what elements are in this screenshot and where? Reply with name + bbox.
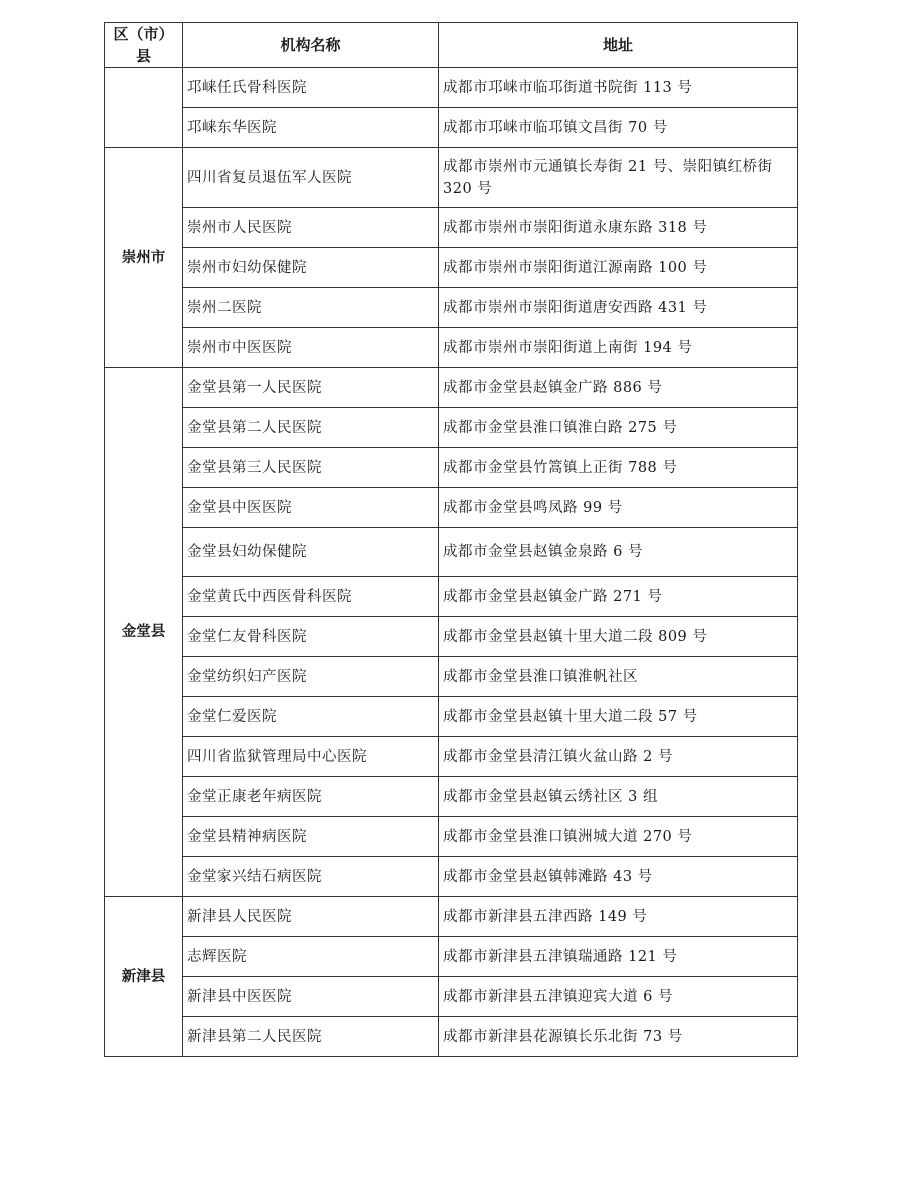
table-row	[105, 368, 798, 408]
address-cell: 成都市新津县花源镇长乐北街 73 号	[439, 1017, 798, 1057]
address-cell: 成都市金堂县鸣凤路 99 号	[439, 488, 798, 528]
address-cell: 成都市金堂县淮口镇淮帆社区	[439, 657, 798, 697]
institution-name-cell: 四川省复员退伍军人医院	[183, 148, 439, 208]
table-row	[105, 937, 798, 977]
table-row	[105, 488, 798, 528]
table-row	[105, 208, 798, 248]
institution-name-cell: 金堂正康老年病医院	[183, 777, 439, 817]
table-body	[105, 68, 798, 1057]
institution-name-cell: 新津县第二人民医院	[183, 1017, 439, 1057]
institution-name-cell: 邛崃东华医院	[183, 108, 439, 148]
table-row	[105, 897, 798, 937]
address-cell: 成都市金堂县赵镇金广路 271 号	[439, 577, 798, 617]
table-row	[105, 857, 798, 897]
address-cell: 成都市金堂县赵镇金广路 886 号	[439, 368, 798, 408]
institution-name-cell: 金堂县妇幼保健院	[183, 528, 439, 577]
address-cell: 成都市金堂县清江镇火盆山路 2 号	[439, 737, 798, 777]
table-row	[105, 68, 798, 108]
table-row	[105, 328, 798, 368]
address-cell: 成都市金堂县赵镇云绣社区 3 组	[439, 777, 798, 817]
region-cell	[105, 68, 183, 148]
region-cell: 新津县	[105, 897, 183, 1057]
institution-name-cell: 崇州二医院	[183, 288, 439, 328]
institution-name-cell: 金堂县精神病医院	[183, 817, 439, 857]
table-row	[105, 288, 798, 328]
address-cell: 成都市崇州市崇阳街道上南街 194 号	[439, 328, 798, 368]
header-name: 机构名称	[183, 23, 439, 68]
institution-name-cell: 金堂黄氏中西医骨科医院	[183, 577, 439, 617]
address-cell: 成都市崇州市崇阳街道永康东路 318 号	[439, 208, 798, 248]
table-row	[105, 737, 798, 777]
table-row	[105, 817, 798, 857]
table-row	[105, 248, 798, 288]
address-cell: 成都市邛崃市临邛街道书院街 113 号	[439, 68, 798, 108]
table-row	[105, 1017, 798, 1057]
table-row	[105, 448, 798, 488]
table-row	[105, 657, 798, 697]
hospital-table	[104, 22, 798, 1057]
institution-name-cell: 金堂纺织妇产医院	[183, 657, 439, 697]
table-row	[105, 148, 798, 208]
table-row	[105, 977, 798, 1017]
address-cell: 成都市金堂县赵镇十里大道二段 809 号	[439, 617, 798, 657]
institution-name-cell: 邛崃任氏骨科医院	[183, 68, 439, 108]
address-cell: 成都市新津县五津镇瑞通路 121 号	[439, 937, 798, 977]
address-cell: 成都市金堂县赵镇十里大道二段 57 号	[439, 697, 798, 737]
institution-name-cell: 金堂仁爱医院	[183, 697, 439, 737]
address-cell: 成都市崇州市崇阳街道江源南路 100 号	[439, 248, 798, 288]
institution-name-cell: 新津县中医医院	[183, 977, 439, 1017]
table-row	[105, 528, 798, 577]
institution-name-cell: 金堂县第二人民医院	[183, 408, 439, 448]
address-cell: 成都市金堂县竹篙镇上正街 788 号	[439, 448, 798, 488]
institution-name-cell: 金堂仁友骨科医院	[183, 617, 439, 657]
institution-name-cell: 崇州市人民医院	[183, 208, 439, 248]
header-region: 区（市）县	[105, 23, 183, 68]
institution-name-cell: 四川省监狱管理局中心医院	[183, 737, 439, 777]
institution-name-cell: 崇州市妇幼保健院	[183, 248, 439, 288]
table-row	[105, 777, 798, 817]
institution-name-cell: 金堂县第三人民医院	[183, 448, 439, 488]
address-cell: 成都市金堂县赵镇金泉路 6 号	[439, 528, 798, 577]
table-row	[105, 617, 798, 657]
table-row	[105, 697, 798, 737]
address-cell: 成都市新津县五津西路 149 号	[439, 897, 798, 937]
address-cell: 成都市崇州市元通镇长寿街 21 号、崇阳镇红桥街 320 号	[439, 148, 798, 208]
institution-name-cell: 崇州市中医医院	[183, 328, 439, 368]
institution-name-cell: 金堂县中医医院	[183, 488, 439, 528]
address-cell: 成都市邛崃市临邛镇文昌街 70 号	[439, 108, 798, 148]
header-row	[105, 23, 798, 68]
region-cell: 金堂县	[105, 368, 183, 897]
table-row	[105, 408, 798, 448]
table-row	[105, 577, 798, 617]
region-cell: 崇州市	[105, 148, 183, 368]
institution-name-cell: 金堂家兴结石病医院	[183, 857, 439, 897]
institution-name-cell: 志辉医院	[183, 937, 439, 977]
address-cell: 成都市金堂县赵镇韩滩路 43 号	[439, 857, 798, 897]
table-row	[105, 108, 798, 148]
header-address: 地址	[439, 23, 798, 68]
address-cell: 成都市金堂县淮口镇洲城大道 270 号	[439, 817, 798, 857]
institution-name-cell: 新津县人民医院	[183, 897, 439, 937]
address-cell: 成都市金堂县淮口镇淮白路 275 号	[439, 408, 798, 448]
address-cell: 成都市崇州市崇阳街道唐安西路 431 号	[439, 288, 798, 328]
address-cell: 成都市新津县五津镇迎宾大道 6 号	[439, 977, 798, 1017]
institution-name-cell: 金堂县第一人民医院	[183, 368, 439, 408]
